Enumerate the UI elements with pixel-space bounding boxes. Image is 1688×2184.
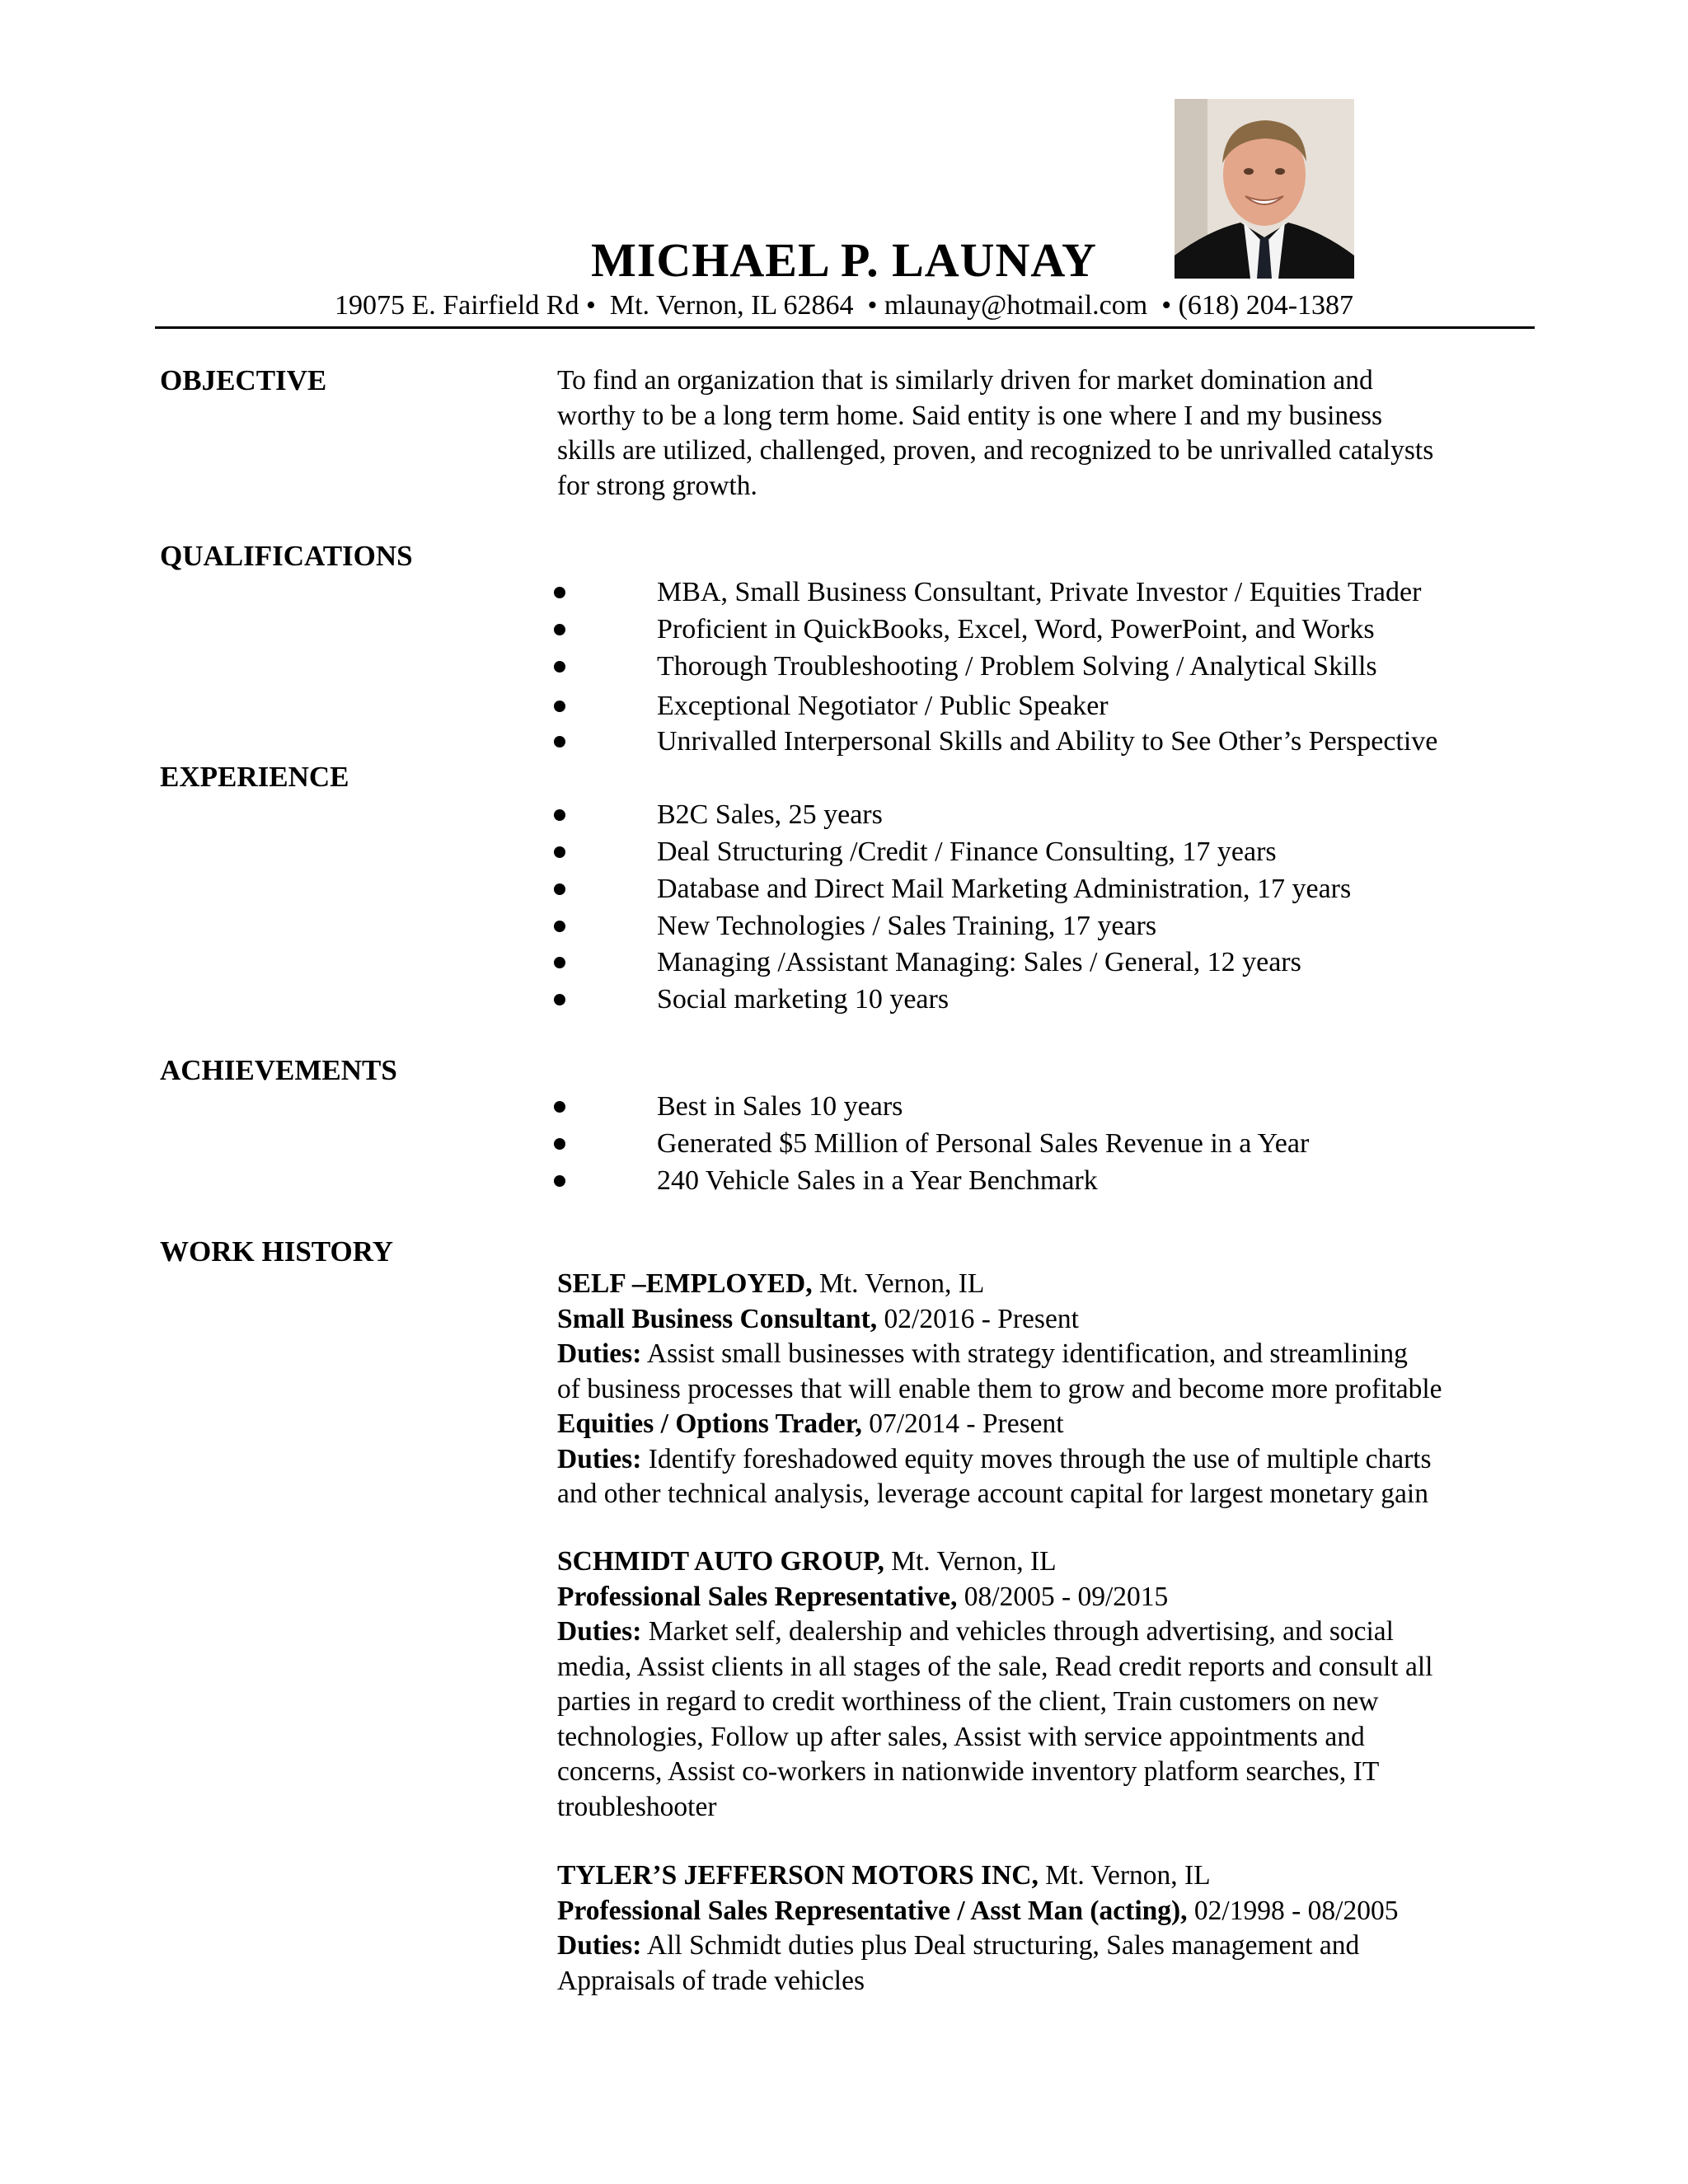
company-name: TYLER’S JEFFERSON MOTORS INC, bbox=[557, 1860, 1039, 1891]
job-role-line bbox=[557, 1302, 1546, 1338]
bullet-icon bbox=[554, 1101, 565, 1113]
candidate-name: MICHAEL P. LAUNAY bbox=[591, 233, 1097, 287]
phone: (618) 204-1387 bbox=[1178, 290, 1354, 321]
objective-line: skills are utilized, challenged, proven, and recognized to be unrivalled catalysts bbox=[557, 435, 1434, 466]
address: 19075 E. Fairfield Rd bbox=[334, 290, 579, 321]
duties-line: Duties: Market self, dealership and vehicles through advertising, and social bbox=[557, 1616, 1394, 1647]
job-location: Mt. Vernon, IL bbox=[1045, 1860, 1211, 1891]
job-company-line bbox=[557, 1544, 1546, 1580]
job-location: Mt. Vernon, IL bbox=[891, 1546, 1057, 1577]
role-dates: 08/2005 - 09/2015 bbox=[964, 1581, 1169, 1612]
work-history-heading: WORK HISTORY bbox=[160, 1235, 394, 1268]
duties-line: Duties: All Schmidt duties plus Deal structuring, Sales management and bbox=[557, 1930, 1360, 1961]
company-name: SCHMIDT AUTO GROUP, bbox=[557, 1546, 884, 1577]
bullet-icon bbox=[554, 1138, 565, 1150]
job-entry bbox=[557, 1544, 1546, 1825]
duties-label: Duties: bbox=[557, 1443, 642, 1474]
duties-line: Appraisals of trade vehicles bbox=[557, 1965, 865, 1996]
job-role-line bbox=[557, 1407, 1546, 1442]
duties-line: technologies, Follow up after sales, Assist with service appointments and bbox=[557, 1721, 1365, 1752]
role-title: Professional Sales Representative / Asst Man (acting), bbox=[557, 1895, 1188, 1926]
role-dates: 07/2014 - Present bbox=[869, 1408, 1064, 1439]
job-company-line bbox=[557, 1858, 1546, 1894]
duties-label: Duties: bbox=[557, 1930, 642, 1961]
role-title: Professional Sales Representative, bbox=[557, 1581, 958, 1612]
duties-line: Duties: Identify foreshadowed equity moves through the use of multiple charts bbox=[557, 1443, 1432, 1474]
separator: • bbox=[1161, 290, 1172, 321]
role-title: Equities / Options Trader, bbox=[557, 1408, 862, 1439]
duties-label: Duties: bbox=[557, 1338, 642, 1369]
bullet-icon bbox=[554, 736, 565, 748]
separator: • bbox=[585, 290, 596, 321]
bullet-icon bbox=[554, 957, 565, 968]
objective-heading: OBJECTIVE bbox=[160, 364, 327, 396]
duties-line: and other technical analysis, leverage account capital for largest monetary gain bbox=[557, 1479, 1428, 1509]
company-name: SELF –EMPLOYED, bbox=[557, 1268, 813, 1299]
bullet-icon bbox=[554, 661, 565, 673]
separator: • bbox=[867, 290, 878, 321]
job-entry bbox=[557, 1858, 1546, 1999]
bullet-icon bbox=[554, 883, 565, 895]
qualifications-heading: QUALIFICATIONS bbox=[160, 540, 413, 572]
header-rule bbox=[155, 326, 1535, 329]
duties-line: media, Assist clients in all stages of the sale, Read credit reports and consult all bbox=[557, 1651, 1433, 1682]
bullet-icon bbox=[554, 846, 565, 858]
bullet-icon bbox=[554, 921, 565, 932]
objective-line: worthy to be a long term home. Said entity is one where I and my business bbox=[557, 400, 1383, 431]
bullet-icon bbox=[554, 994, 565, 1005]
job-location: Mt. Vernon, IL bbox=[818, 1268, 985, 1299]
objective-line: To find an organization that is similarly driven for market domination and bbox=[557, 365, 1373, 396]
experience-heading: EXPERIENCE bbox=[160, 761, 349, 793]
duties-line: parties in regard to credit worthiness of the client, Train customers on new bbox=[557, 1686, 1379, 1717]
job-role-line bbox=[557, 1580, 1546, 1615]
bullet-icon bbox=[554, 809, 565, 821]
duties-line: troubleshooter bbox=[557, 1791, 717, 1822]
city: Mt. Vernon, IL 62864 bbox=[609, 290, 854, 321]
objective-text bbox=[557, 363, 1546, 504]
duties-line: of business processes that will enable them to grow and become more profitable bbox=[557, 1373, 1442, 1404]
job-entry bbox=[557, 1267, 1546, 1512]
job-company-line bbox=[557, 1267, 1546, 1302]
bullet-icon bbox=[554, 624, 565, 635]
role-title: Small Business Consultant, bbox=[557, 1303, 878, 1334]
email: mlaunay@hotmail.com bbox=[884, 290, 1148, 321]
bullet-icon bbox=[554, 587, 565, 598]
duties-line: Duties: Assist small businesses with strategy identification, and streamlining bbox=[557, 1338, 1408, 1369]
contact-line bbox=[0, 288, 1688, 324]
bullet-icon bbox=[554, 1175, 565, 1187]
bullet-icon bbox=[554, 701, 565, 712]
role-dates: 02/1998 - 08/2005 bbox=[1193, 1895, 1399, 1926]
objective-line: for strong growth. bbox=[557, 470, 757, 501]
job-role-line bbox=[557, 1894, 1546, 1929]
role-dates: 02/2016 - Present bbox=[884, 1303, 1079, 1334]
duties-line: concerns, Assist co-workers in nationwide inventory platform searches, IT bbox=[557, 1756, 1380, 1787]
achievements-heading: ACHIEVEMENTS bbox=[160, 1054, 397, 1086]
duties-label: Duties: bbox=[557, 1616, 642, 1647]
